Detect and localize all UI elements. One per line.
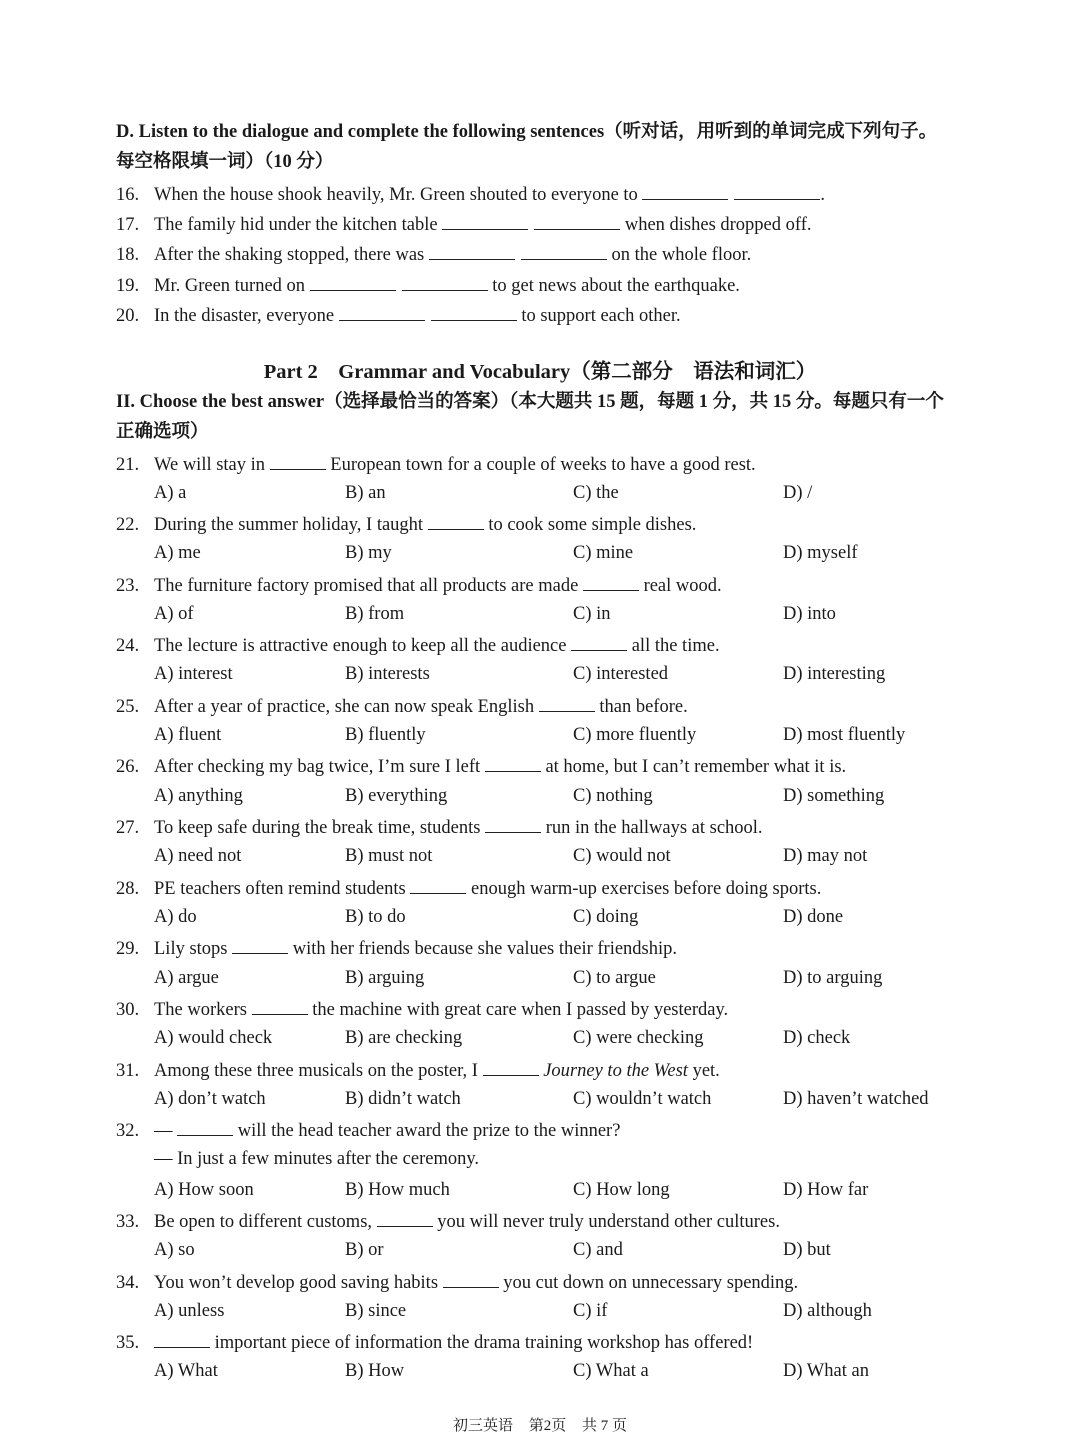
answer-blank[interactable]	[252, 996, 308, 1015]
question-number: 29.	[116, 939, 140, 959]
option-c[interactable]: C) nothing	[573, 786, 653, 806]
option-b[interactable]: B) must not	[345, 846, 433, 866]
option-a[interactable]: A) would check	[154, 1028, 273, 1048]
option-d[interactable]: D) done	[783, 907, 844, 927]
listening-item	[116, 181, 825, 207]
question-27	[116, 814, 763, 840]
question-text-after: to cook some simple dishes.	[488, 515, 697, 535]
option-b[interactable]: B) didn’t watch	[345, 1089, 461, 1109]
answer-blank[interactable]	[734, 181, 820, 200]
question-number: 34.	[116, 1273, 140, 1293]
option-a[interactable]: A) so	[154, 1240, 195, 1260]
option-b[interactable]: B) everything	[345, 786, 448, 806]
item-number: 19.	[116, 276, 140, 296]
question-text-after: the machine with great care when I passed by yesterday.	[312, 1000, 729, 1020]
question-text-after: will the head teacher award the prize to the winner?	[237, 1121, 621, 1141]
option-d[interactable]: D) check	[783, 1028, 851, 1048]
option-d[interactable]: D) /	[783, 483, 813, 503]
option-d[interactable]: D) although	[783, 1301, 872, 1321]
option-b[interactable]: B) arguing	[345, 968, 425, 988]
option-c[interactable]: C) were checking	[573, 1028, 704, 1048]
options-30	[154, 1026, 1054, 1050]
options-34	[154, 1299, 1054, 1323]
options-35	[154, 1359, 1054, 1383]
answer-blank[interactable]	[534, 211, 620, 230]
question-number: 23.	[116, 576, 140, 596]
question-number: 24.	[116, 636, 140, 656]
question-text: During the summer holiday, I taught	[154, 515, 424, 535]
option-d[interactable]: D) interesting	[783, 664, 886, 684]
question-34	[116, 1269, 798, 1295]
page-footer	[0, 1416, 1080, 1436]
option-b[interactable]: B) from	[345, 604, 405, 624]
part-2-title: Part 2 Grammar and Vocabulary（第二部分 语法和词汇）	[263, 361, 817, 383]
option-c[interactable]: C) mine	[573, 543, 634, 563]
option-b[interactable]: B) How much	[345, 1180, 450, 1200]
question-text: We will stay in	[154, 455, 266, 475]
question-text: The workers	[154, 1000, 247, 1020]
question-text: Be open to different customs,	[154, 1212, 373, 1232]
option-a[interactable]: A) a	[154, 483, 187, 503]
item-text-after: when dishes dropped off.	[624, 215, 812, 235]
question-text-after: enough warm-up exercises before doing sports.	[471, 879, 822, 899]
option-c[interactable]: C) more fluently	[573, 725, 697, 745]
option-b[interactable]: B) or	[345, 1240, 384, 1260]
question-number: 22.	[116, 515, 140, 535]
item-number: 16.	[116, 185, 140, 205]
option-b[interactable]: B) interests	[345, 664, 430, 684]
options-23	[154, 602, 1054, 626]
question-text-after: you cut down on unnecessary spending.	[503, 1273, 799, 1293]
question-22	[116, 511, 696, 537]
question-text: Among these three musicals on the poster, I	[154, 1061, 478, 1081]
option-c[interactable]: C) How long	[573, 1180, 670, 1200]
question-text-after: you will never truly understand other cultures.	[437, 1212, 780, 1232]
answer-blank[interactable]	[339, 302, 425, 321]
question-number: 25.	[116, 697, 140, 717]
options-27	[154, 844, 1054, 868]
option-c[interactable]: C) and	[573, 1240, 623, 1260]
item-text: When the house shook heavily, Mr. Green shouted to everyone to	[154, 185, 638, 205]
item-text: After the shaking stopped, there was	[154, 245, 425, 265]
option-d[interactable]: D) How far	[783, 1180, 869, 1200]
answer-blank[interactable]	[442, 211, 528, 230]
answer-blank[interactable]	[429, 241, 515, 260]
options-22	[154, 541, 1054, 565]
question-number: 26.	[116, 757, 140, 777]
answer-blank[interactable]	[310, 272, 396, 291]
answer-blank[interactable]	[431, 302, 517, 321]
question-29	[116, 935, 677, 961]
options-29	[154, 966, 1054, 990]
option-b[interactable]: B) since	[345, 1301, 407, 1321]
option-b[interactable]: B) are checking	[345, 1028, 463, 1048]
question-number: 35.	[116, 1333, 140, 1353]
footer-subject: 初三英语	[452, 1418, 513, 1434]
question-text-after: at home, but I can’t remember what it is.	[545, 757, 847, 777]
item-text-after: on the whole floor.	[611, 245, 752, 265]
answer-blank[interactable]	[485, 814, 541, 833]
options-25	[154, 723, 1054, 747]
question-text-after: European town for a couple of weeks to have a good rest.	[330, 455, 756, 475]
question-number: 31.	[116, 1061, 140, 1081]
answer-blank[interactable]	[485, 753, 541, 772]
question-text: The lecture is attractive enough to keep all the audience	[154, 636, 567, 656]
question-24	[116, 632, 720, 658]
answer-blank[interactable]	[443, 1269, 499, 1288]
option-d[interactable]: D) myself	[783, 543, 858, 563]
question-33	[116, 1208, 780, 1234]
question-text: To keep safe during the break time, students	[154, 818, 481, 838]
listening-item	[116, 211, 812, 237]
option-a[interactable]: A) anything	[154, 786, 243, 806]
option-a[interactable]: A) me	[154, 543, 201, 563]
section-ii-heading-cont: 正确选项）	[116, 422, 209, 442]
question-text: You won’t develop good saving habits	[154, 1273, 439, 1293]
option-c[interactable]: C) to argue	[573, 968, 656, 988]
question-number: 21.	[116, 455, 140, 475]
question-28	[116, 875, 821, 901]
item-number: 17.	[116, 215, 140, 235]
item-text-after: .	[820, 185, 826, 205]
option-a[interactable]: A) don’t watch	[154, 1089, 266, 1109]
option-c[interactable]: C) if	[573, 1301, 608, 1321]
section-d-heading-cont: 每空格限填一词）（10 分）	[116, 152, 334, 172]
listening-item	[116, 272, 740, 298]
options-26	[154, 784, 1054, 808]
option-a[interactable]: A) interest	[154, 664, 233, 684]
answer-blank[interactable]	[428, 511, 484, 530]
option-d[interactable]: D) to arguing	[783, 968, 883, 988]
option-c[interactable]: C) What a	[573, 1361, 649, 1381]
option-a[interactable]: A) need not	[154, 846, 242, 866]
question-text: The furniture factory promised that all products are made	[154, 576, 579, 596]
section-d-heading: D. Listen to the dialogue and complete the following sentences（听对话，用听到的单词完成下列句子。	[116, 122, 938, 142]
question-23	[116, 572, 722, 598]
option-b[interactable]: B) an	[345, 483, 386, 503]
answer-blank[interactable]	[571, 632, 627, 651]
options-32	[154, 1178, 1054, 1202]
footer-total-pages: 共 7 页	[582, 1418, 628, 1434]
item-text: The family hid under the kitchen table	[154, 215, 438, 235]
question-number: 28.	[116, 879, 140, 899]
item-text: In the disaster, everyone	[154, 306, 335, 326]
dialogue-reply: — In just a few minutes after the ceremony.	[154, 1149, 480, 1169]
option-d[interactable]: D) but	[783, 1240, 831, 1260]
answer-blank[interactable]	[521, 241, 607, 260]
question-text-after: yet.	[692, 1061, 720, 1081]
option-d[interactable]: D) most fluently	[783, 725, 906, 745]
option-b[interactable]: B) How	[345, 1361, 405, 1381]
question-text-after: run in the hallways at school.	[545, 818, 763, 838]
option-c[interactable]: C) wouldn’t watch	[573, 1089, 712, 1109]
answer-blank[interactable]	[177, 1117, 233, 1136]
question-text: After a year of practice, she can now speak English	[154, 697, 535, 717]
musical-title: Journey to the West	[543, 1061, 688, 1081]
option-c[interactable]: C) in	[573, 604, 611, 624]
answer-blank[interactable]	[583, 572, 639, 591]
item-text-after: to get news about the earthquake.	[492, 276, 740, 296]
options-33	[154, 1238, 1054, 1262]
question-text-after: than before.	[599, 697, 688, 717]
answer-blank[interactable]	[232, 935, 288, 954]
question-number: 30.	[116, 1000, 140, 1020]
item-text: Mr. Green turned on	[154, 276, 306, 296]
option-d[interactable]: D) into	[783, 604, 836, 624]
option-d[interactable]: D) something	[783, 786, 885, 806]
question-number: 33.	[116, 1212, 140, 1232]
question-number: 32.	[116, 1121, 140, 1141]
answer-blank[interactable]	[642, 181, 728, 200]
option-b[interactable]: B) my	[345, 543, 392, 563]
option-a[interactable]: A) What	[154, 1361, 218, 1381]
option-a[interactable]: A) argue	[154, 968, 219, 988]
options-28	[154, 905, 1054, 929]
option-a[interactable]: A) do	[154, 907, 197, 927]
question-number: 27.	[116, 818, 140, 838]
question-text-after: important piece of information the drama training workshop has offered!	[214, 1333, 754, 1353]
question-31	[116, 1057, 720, 1083]
question-text: After checking my bag twice, I’m sure I left	[154, 757, 481, 777]
option-c[interactable]: C) interested	[573, 664, 669, 684]
options-31	[154, 1087, 1054, 1111]
option-a[interactable]: A) unless	[154, 1301, 225, 1321]
listening-item	[116, 241, 751, 267]
question-32	[116, 1117, 620, 1143]
question-text: PE teachers often remind students	[154, 879, 406, 899]
item-number: 20.	[116, 306, 140, 326]
item-text-after: to support each other.	[521, 306, 681, 326]
question-text-after: with her friends because she values their friendship.	[292, 939, 678, 959]
question-text: —	[154, 1121, 173, 1141]
option-a[interactable]: A) of	[154, 604, 194, 624]
section-ii-heading: II. Choose the best answer（选择最恰当的答案）（本大题共 15 题，每题 1 分，共 15 分。每题只有一个	[116, 392, 944, 412]
question-text-after: all the time.	[631, 636, 720, 656]
listening-item	[116, 302, 681, 328]
answer-blank[interactable]	[270, 451, 326, 470]
answer-blank[interactable]	[402, 272, 488, 291]
question-35	[116, 1329, 753, 1355]
option-c[interactable]: C) would not	[573, 846, 671, 866]
option-a[interactable]: A) fluent	[154, 725, 222, 745]
answer-blank[interactable]	[539, 693, 595, 712]
options-21	[154, 481, 1054, 505]
item-number: 18.	[116, 245, 140, 265]
option-b[interactable]: B) fluently	[345, 725, 426, 745]
question-text-after: real wood.	[643, 576, 722, 596]
question-30	[116, 996, 728, 1022]
option-a[interactable]: A) How soon	[154, 1180, 254, 1200]
footer-page-number: 第2页	[528, 1418, 567, 1434]
answer-blank[interactable]	[154, 1329, 210, 1348]
option-d[interactable]: D) haven’t watched	[783, 1089, 929, 1109]
question-21	[116, 451, 756, 477]
option-b[interactable]: B) to do	[345, 907, 406, 927]
question-26	[116, 753, 846, 779]
answer-blank[interactable]	[483, 1057, 539, 1076]
answer-blank[interactable]	[377, 1208, 433, 1227]
option-d[interactable]: D) may not	[783, 846, 868, 866]
question-text: Lily stops	[154, 939, 228, 959]
question-25	[116, 693, 688, 719]
answer-blank[interactable]	[410, 875, 466, 894]
option-d[interactable]: D) What an	[783, 1361, 869, 1381]
option-c[interactable]: C) doing	[573, 907, 639, 927]
option-c[interactable]: C) the	[573, 483, 619, 503]
options-24	[154, 662, 1054, 686]
